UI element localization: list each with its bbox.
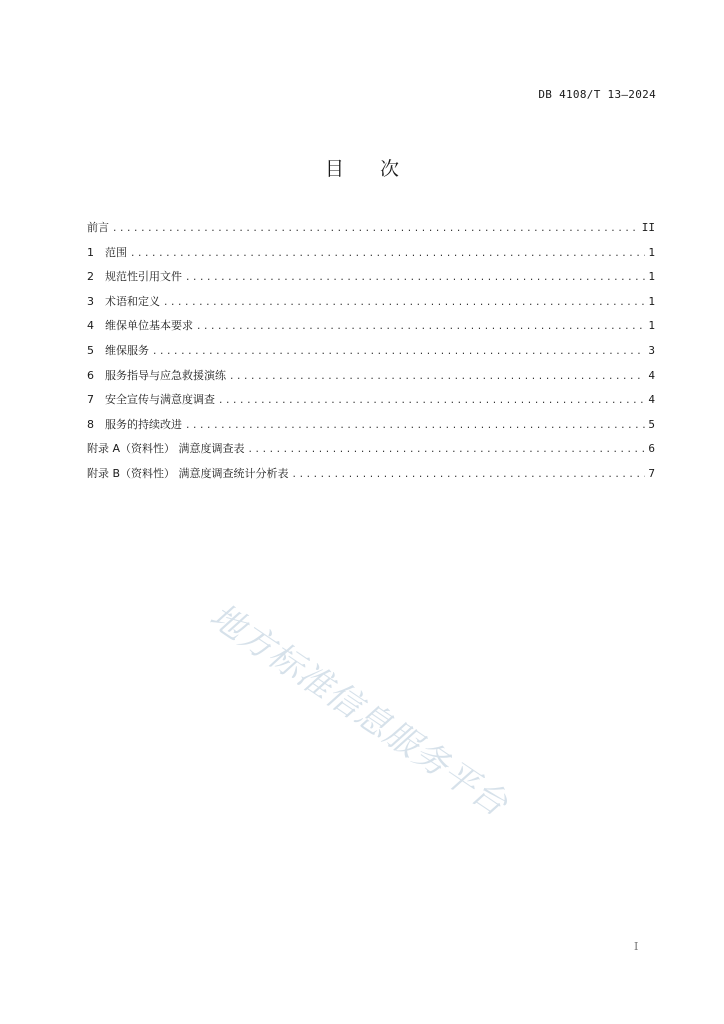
toc-entry-page: 7 xyxy=(648,466,655,480)
toc-entry-page: 4 xyxy=(648,393,655,407)
toc-leader-dots xyxy=(229,372,645,382)
toc-entry-page: 1 xyxy=(648,270,655,284)
toc-entry-number: 1 xyxy=(87,245,94,259)
toc-entry-label: 规范性引用文件 xyxy=(105,270,182,284)
toc-entry-label: 服务的持续改进 xyxy=(105,417,182,431)
toc-entry-number: 8 xyxy=(87,417,94,431)
toc-entry-number: 7 xyxy=(87,393,94,407)
toc-leader-dots xyxy=(163,298,645,308)
toc-leader-dots xyxy=(152,347,645,357)
toc-entry-page: 5 xyxy=(648,417,655,431)
toc-entry-number: 5 xyxy=(87,343,94,357)
toc-entry-label: 前言 xyxy=(87,221,109,234)
toc-leader-dots xyxy=(185,421,645,431)
toc-entry-page: 1 xyxy=(648,245,655,259)
toc-entry-3[interactable] xyxy=(87,293,655,318)
toc-entry-page: 1 xyxy=(648,319,655,333)
toc-entry-number: 4 xyxy=(87,319,94,333)
toc-entry-8[interactable] xyxy=(87,416,655,441)
toc-entry-7[interactable] xyxy=(87,391,655,416)
document-number: DB 4108/T 13—2024 xyxy=(538,88,656,101)
toc-entry-page: 3 xyxy=(648,343,655,357)
toc-entry-label: 附录 A（资料性） 满意度调查表 xyxy=(87,442,245,456)
toc-entry-6[interactable] xyxy=(87,367,655,392)
table-of-contents xyxy=(87,219,655,490)
toc-entry-1[interactable] xyxy=(87,244,655,269)
toc-entry-label: 维保单位基本要求 xyxy=(105,319,193,333)
toc-entry-5[interactable] xyxy=(87,342,655,367)
toc-entry-label: 维保服务 xyxy=(105,343,149,357)
toc-title-char-1: 目 xyxy=(324,158,344,180)
toc-entry-label: 术语和定义 xyxy=(105,294,160,308)
toc-entry-page: 4 xyxy=(648,368,655,382)
toc-entry-page: II xyxy=(641,221,655,234)
toc-title xyxy=(0,154,724,181)
toc-entry-foreword[interactable] xyxy=(87,219,655,244)
watermark: 地方标准信息服务平台 xyxy=(202,595,516,825)
toc-leader-dots xyxy=(218,396,645,406)
toc-leader-dots xyxy=(292,470,646,480)
page-number: I xyxy=(634,940,639,953)
toc-entry-page: 1 xyxy=(648,294,655,308)
toc-entry-number: 6 xyxy=(87,368,94,382)
toc-title-char-2: 次 xyxy=(380,158,400,180)
toc-leader-dots xyxy=(112,224,639,234)
toc-entry-label: 附录 B（资料性） 满意度调查统计分析表 xyxy=(87,466,289,480)
toc-entry-label: 服务指导与应急救援演练 xyxy=(105,368,226,382)
toc-leader-dots xyxy=(130,249,645,259)
toc-entry-appendix-a[interactable] xyxy=(87,440,655,465)
toc-entry-page: 6 xyxy=(648,442,655,456)
toc-leader-dots xyxy=(248,445,646,455)
toc-entry-number: 3 xyxy=(87,294,94,308)
toc-entry-number: 2 xyxy=(87,270,94,284)
toc-entry-2[interactable] xyxy=(87,268,655,293)
toc-entry-label: 范围 xyxy=(105,245,127,259)
toc-entry-label: 安全宣传与满意度调查 xyxy=(105,393,215,407)
toc-entry-4[interactable] xyxy=(87,317,655,342)
toc-leader-dots xyxy=(196,322,645,332)
toc-leader-dots xyxy=(185,273,645,283)
toc-entry-appendix-b[interactable] xyxy=(87,465,655,490)
